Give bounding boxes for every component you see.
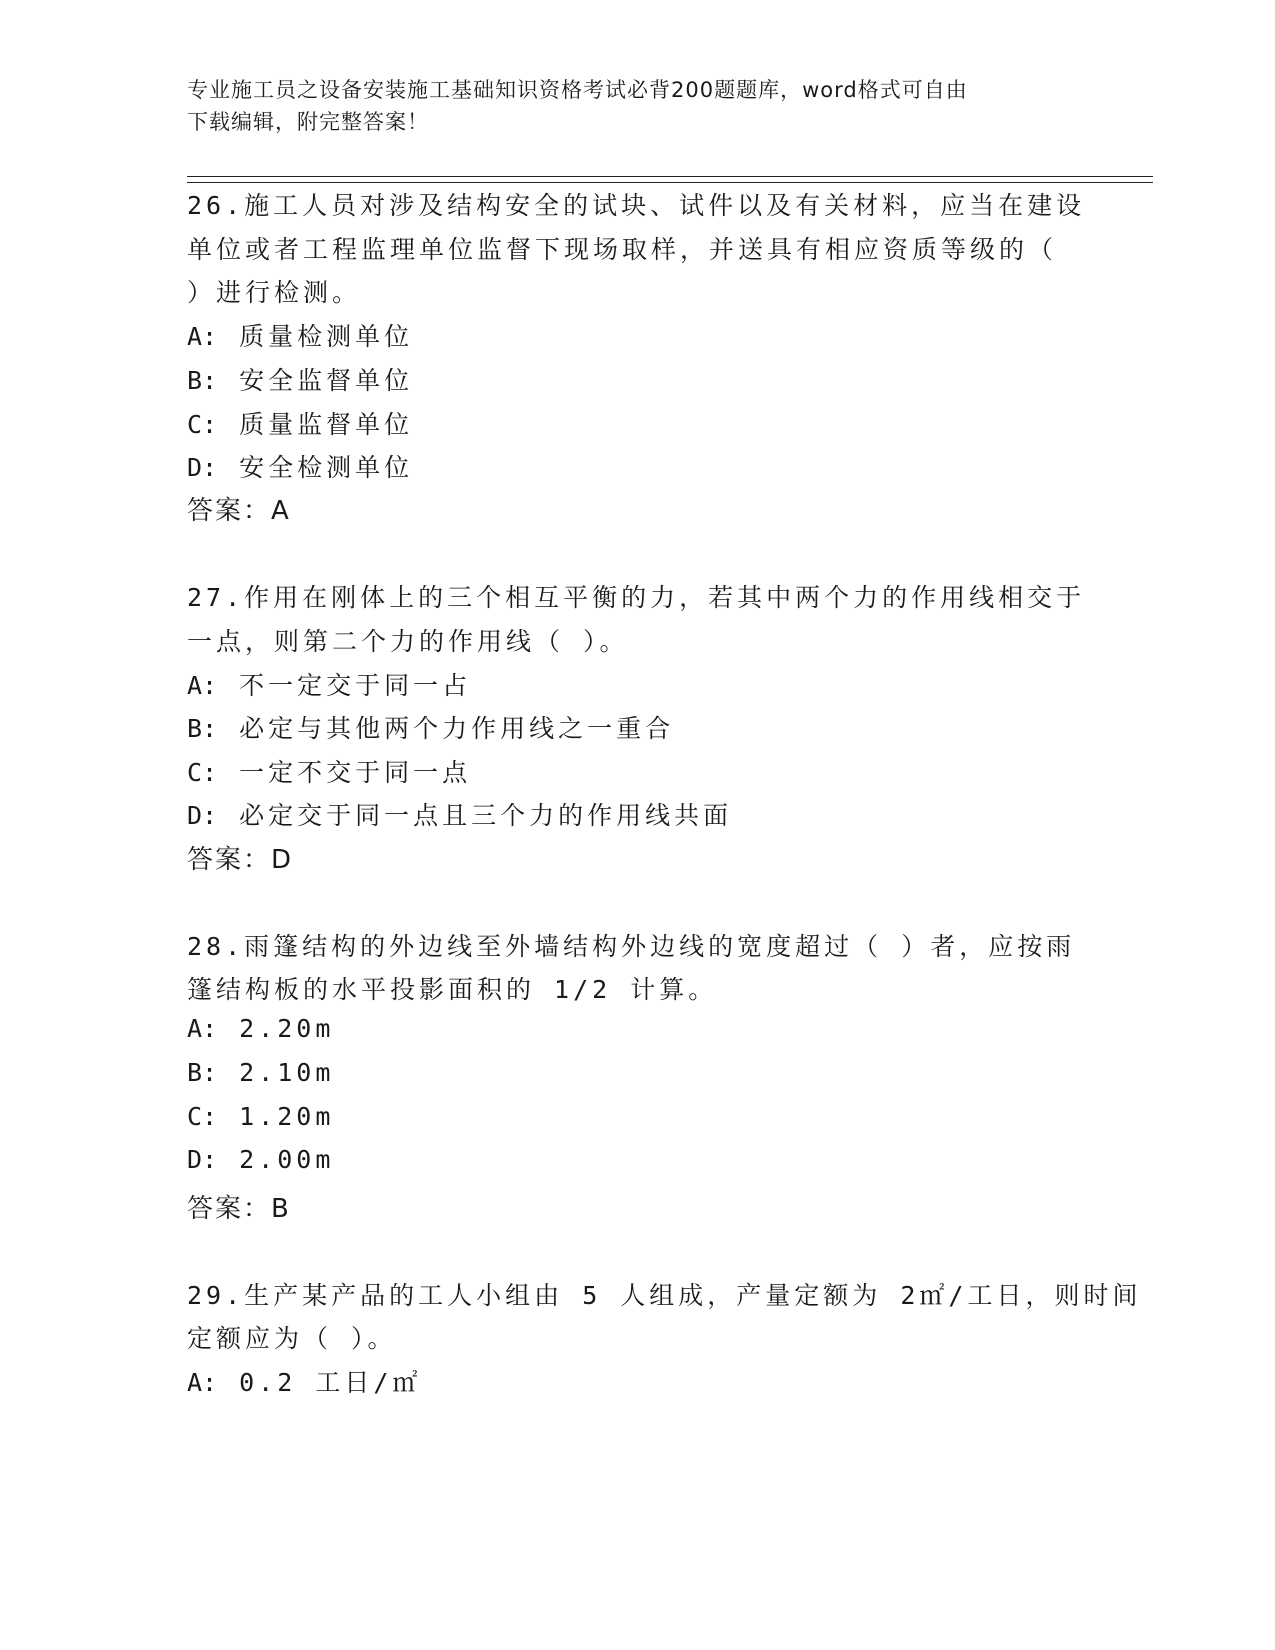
header-divider-bottom (187, 182, 1153, 183)
option-a (187, 666, 471, 702)
header-line-2: 下载编辑，附完整答案！ (187, 110, 429, 134)
option-key: A: (187, 671, 218, 700)
option-key: A: (187, 1014, 218, 1043)
question-stem-line: 定额应为（ ）。 (187, 1324, 397, 1353)
option-c (187, 1102, 334, 1131)
option-text: 2.10m (239, 1058, 335, 1087)
option-text: 质量监督单位 (239, 410, 414, 439)
question-stem-line: ）进行检测。 (187, 278, 362, 307)
option-d (187, 448, 413, 484)
question-stem-line: 单位或者工程监理单位监督下现场取样，并送具有相应资质等级的（ (187, 235, 1058, 264)
option-b (187, 1058, 334, 1087)
option-key: C: (187, 1102, 218, 1131)
question-stem-line: 26.施工人员对涉及结构安全的试块、试件以及有关材料，应当在建设 (187, 191, 1086, 220)
option-a (187, 1363, 421, 1399)
option-a (187, 1014, 334, 1043)
document-header (187, 74, 1067, 138)
option-key: B: (187, 1058, 218, 1087)
option-b (187, 709, 674, 745)
option-key: A: (187, 1368, 218, 1397)
question-stem-line: 28.雨篷结构的外边线至外墙结构外边线的宽度超过（ ）者，应按雨 (187, 932, 1076, 961)
option-key: D: (187, 801, 218, 830)
option-text: 安全监督单位 (239, 366, 414, 395)
option-key: B: (187, 366, 218, 395)
answer-label: 答案：B (187, 1194, 291, 1224)
header-divider-top (187, 176, 1153, 177)
option-b (187, 361, 413, 397)
question-stem-line: 27.作用在刚体上的三个相互平衡的力，若其中两个力的作用线相交于 (187, 583, 1086, 612)
option-text: 2.20m (239, 1014, 335, 1043)
answer-label: 答案：D (187, 845, 294, 875)
option-d (187, 796, 732, 832)
option-c (187, 753, 471, 789)
option-c (187, 405, 413, 441)
option-key: C: (187, 758, 218, 787)
option-text: 不一定交于同一占 (239, 671, 472, 700)
option-text: 1.20m (239, 1102, 335, 1131)
option-text: 0.2 工日/㎡ (239, 1368, 422, 1397)
option-text: 2.00m (239, 1145, 335, 1174)
option-text: 安全检测单位 (239, 453, 414, 482)
header-line-1: 专业施工员之设备安装施工基础知识资格考试必背200题题库，word格式可自由 (187, 78, 968, 102)
option-text: 质量检测单位 (239, 322, 414, 351)
option-d (187, 1145, 334, 1174)
question-stem-line: 29.生产某产品的工人小组由 5 人组成，产量定额为 2㎡/工日，则时间 (187, 1281, 1142, 1310)
option-key: B: (187, 714, 218, 743)
option-key: C: (187, 410, 218, 439)
option-text: 一定不交于同一点 (239, 758, 472, 787)
question-stem-line: 篷结构板的水平投影面积的 1/2 计算。 (187, 975, 718, 1004)
option-key: D: (187, 453, 218, 482)
question-stem-line: 一点，则第二个力的作用线（ ）。 (187, 627, 629, 656)
answer-label: 答案：A (187, 496, 291, 526)
option-a (187, 317, 413, 353)
option-text: 必定与其他两个力作用线之一重合 (239, 714, 675, 743)
option-key: A: (187, 322, 218, 351)
option-text: 必定交于同一点且三个力的作用线共面 (239, 801, 733, 830)
option-key: D: (187, 1145, 218, 1174)
